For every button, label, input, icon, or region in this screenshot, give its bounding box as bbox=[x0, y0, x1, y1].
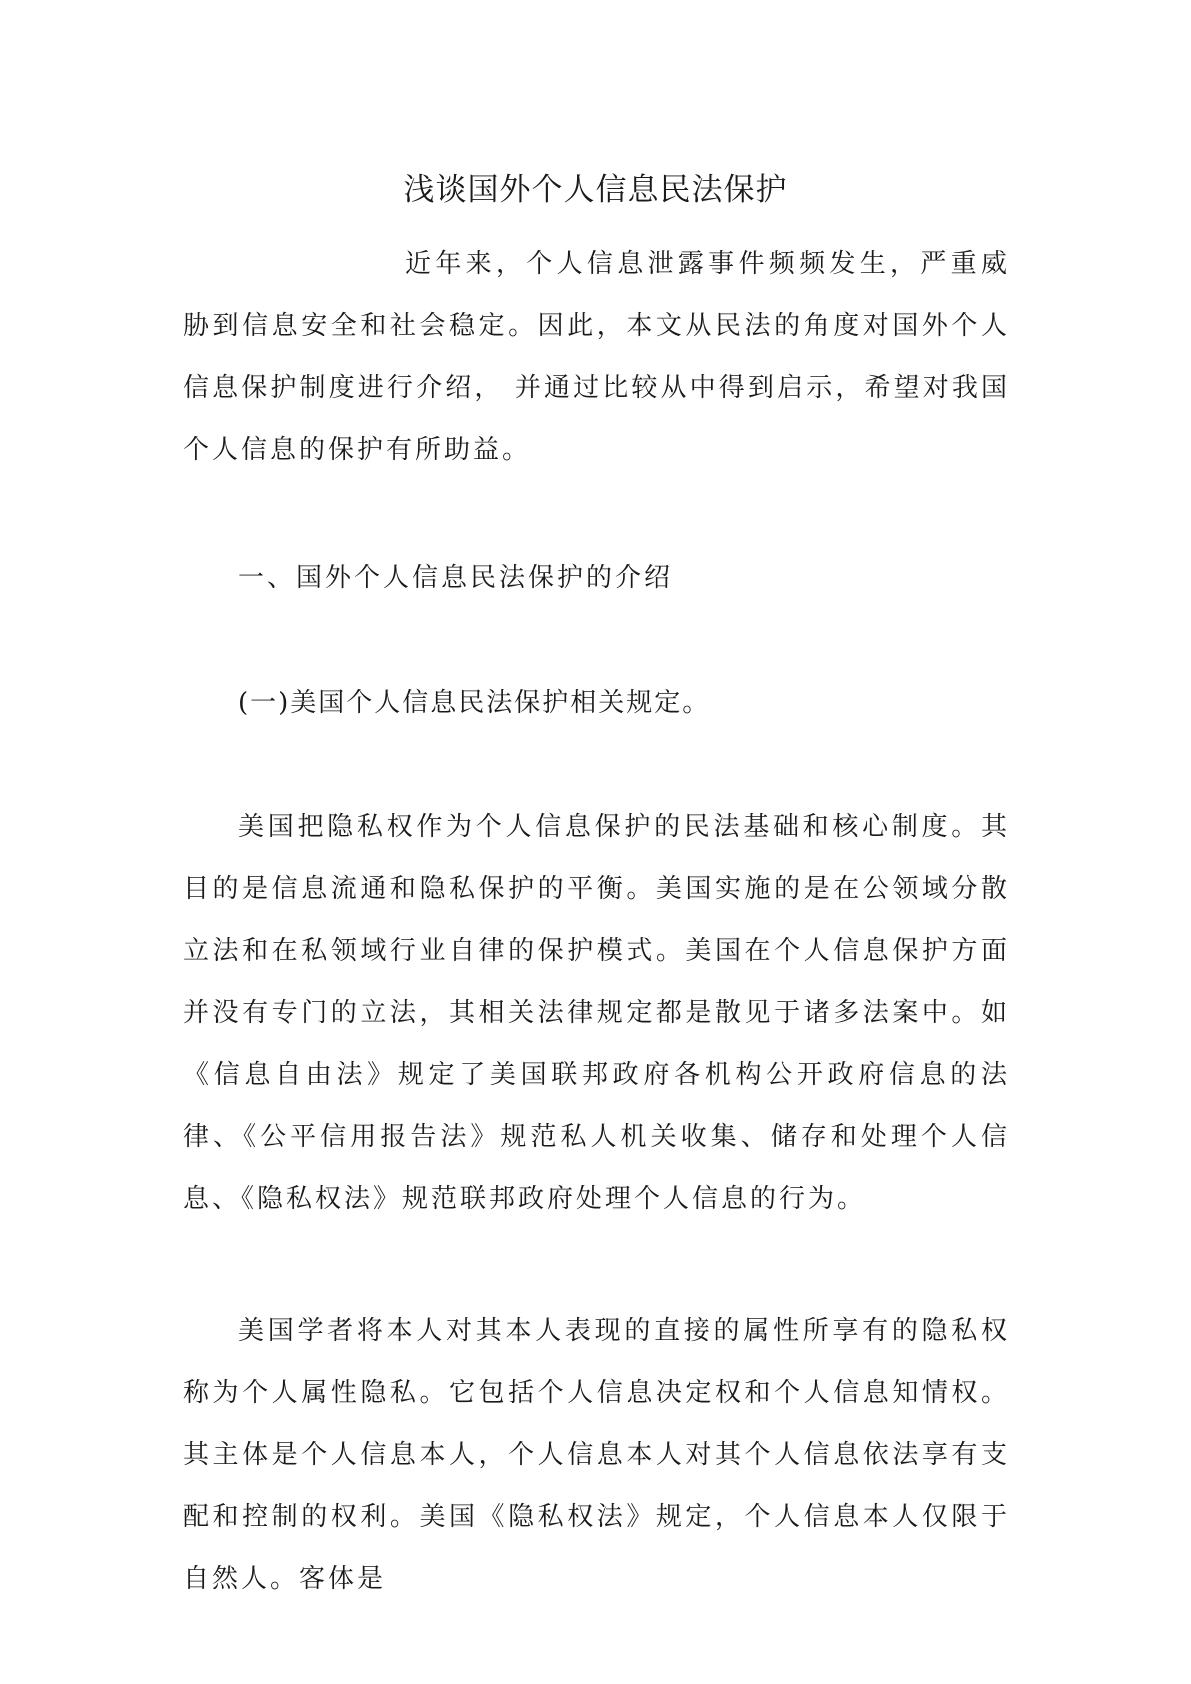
document-title: 浅谈国外个人信息民法保护 bbox=[403, 172, 788, 208]
body-paragraph-2: 美国学者将本人对其本人表现的直接的属性所享有的隐私权称为个人属性隐私。它包括个人信息决定权和个人信息知情权。其主体是个人信息本人，个人信息本人对其个人信息依法享有支配和控制的权利。美国《隐私权法》规定，个人信息本人仅限于自然人。客体是 bbox=[183, 1316, 1010, 1594]
body-paragraph-1: 美国把隐私权作为个人信息保护的民法基础和核心制度。其目的是信息流通和隐私保护的平衡。美国实施的是在公领域分散立法和在私领域行业自律的保护模式。美国在个人信息保护方面并没有专门的立法，其相关法律规定都是散见于诸多法案中。如《信息自由法》规定了美国联邦政府各机构公开政府信息的法律、《公平信用报告法》规范私人机关收集、储存和处理个人信息、《隐私权法》规范联邦政府处理个人信息的行为。 bbox=[183, 812, 1010, 1214]
section-heading: 一、国外个人信息民法保护的介绍 bbox=[238, 563, 674, 593]
intro-paragraph: 近年来，个人信息泄露事件频频发生，严重威胁到信息安全和社会稳定。因此，本文从民法的角度对国外个人信息保护制度进行介绍， 并通过比较从中得到启示，希望对我国个人信息的保护有所助益。 bbox=[183, 249, 1010, 465]
subsection-heading: (一)美国个人信息民法保护相关规定。 bbox=[238, 688, 711, 718]
